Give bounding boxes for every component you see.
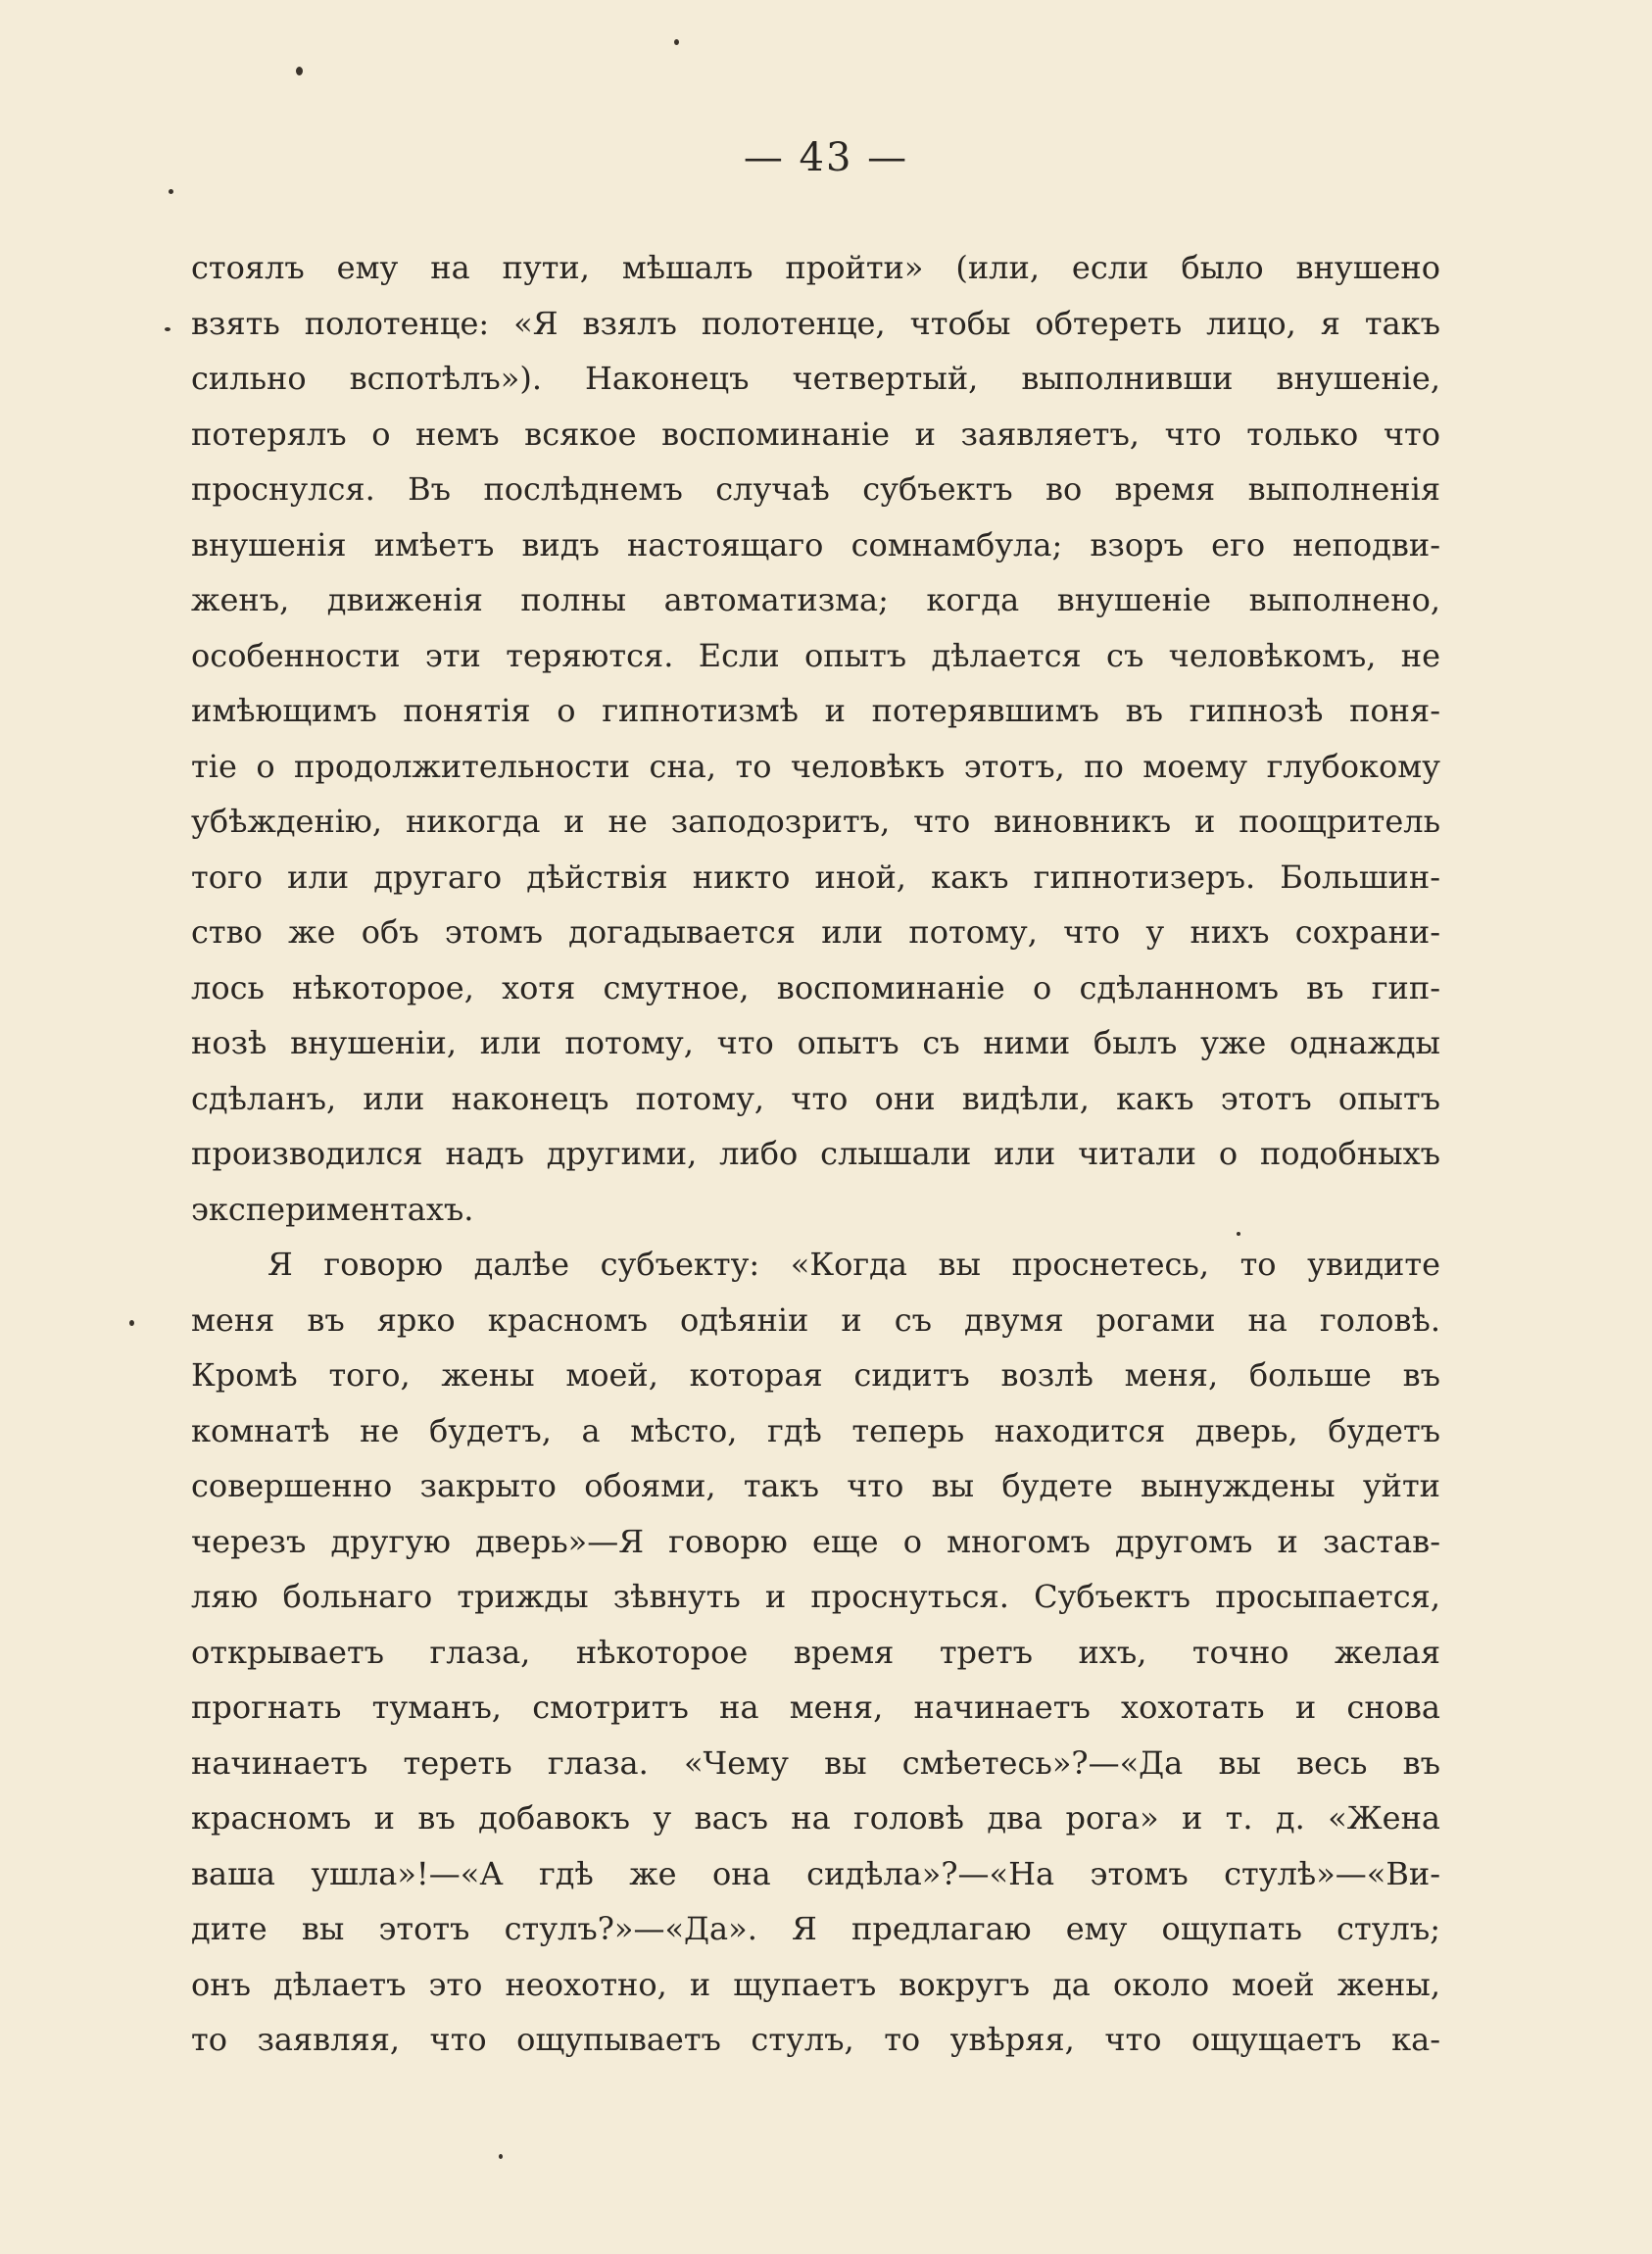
text-line: меня въ ярко красномъ одѣяніи и съ двумя рогами на головѣ. [191, 1300, 1440, 1339]
text-line: внушенія имѣетъ видъ настоящаго сомнамбула; взоръ его неподви- [191, 525, 1440, 564]
text-line: женъ, движенія полны автоматизма; когда внушеніе выполнено, [191, 581, 1440, 618]
text-line: дите вы этотъ стулъ?»—«Да». Я предлагаю ему ощупать стулъ; [191, 1910, 1440, 1947]
text-line: тіе о продолжительности сна, то человѣкъ этотъ, по моему глубокому [191, 747, 1440, 785]
text-line: производился надъ другими, либо слышали или читали о подобныхъ [191, 1135, 1440, 1172]
text-line: того или другаго дѣйствія никто иной, какъ гипнотизеръ. Большин- [191, 858, 1440, 896]
text-line: прогнать туманъ, смотритъ на меня, начинаетъ хохотать и снова [191, 1689, 1440, 1726]
text-line: ство же объ этомъ догадывается или потому, что у нихъ сохрани- [191, 913, 1440, 951]
ink-speck [169, 189, 173, 194]
text-line: сдѣланъ, или наконецъ потому, что они видѣли, какъ этотъ опытъ [191, 1079, 1440, 1117]
ink-speck [1237, 1232, 1240, 1236]
text-line: особенности эти теряются. Если опытъ дѣлается съ человѣкомъ, не [191, 636, 1440, 674]
text-line: ваша ушла»!—«А гдѣ же она сидѣла»?—«На этомъ стулѣ»—«Ви- [191, 1854, 1440, 1892]
text-line: стоялъ ему на пути, мѣшалъ пройти» (или, если было внушено [191, 249, 1440, 286]
text-line: ляю больнаго трижды зѣвнуть и проснуться. Субъектъ просыпается, [191, 1578, 1440, 1615]
text-line: открываетъ глаза, нѣкоторое время третъ ихъ, точно желая [191, 1633, 1440, 1671]
ink-speck [296, 67, 303, 75]
text-line-paragraph-start: Я говорю далѣе субъекту: «Когда вы проснетесь, то увидите [267, 1246, 1440, 1283]
ink-speck [499, 2154, 503, 2159]
text-line: проснулся. Въ послѣднемъ случаѣ субъектъ во время выполненія [191, 470, 1440, 508]
text-line: начинаетъ тереть глаза. «Чему вы смѣетесь»?—«Да вы весь въ [191, 1743, 1440, 1782]
ink-speck [165, 327, 170, 331]
text-line: сильно вспотѣлъ»). Наконецъ четвертый, выполнивши внушеніе, [191, 360, 1440, 397]
page-number: — 43 — [743, 135, 909, 180]
text-line: взять полотенце: «Я взялъ полотенце, чтобы обтереть лицо, я такъ [191, 304, 1440, 342]
text-line: Кромѣ того, жены моей, которая сидитъ возлѣ меня, больше въ [191, 1356, 1440, 1394]
text-line-paragraph-end: экспериментахъ. [191, 1190, 474, 1228]
text-line: нозѣ внушеніи, или потому, что опытъ съ ними былъ уже однажды [191, 1024, 1440, 1061]
text-line: лось нѣкоторое, хотя смутное, воспоминаніе о сдѣланномъ въ гип- [191, 968, 1440, 1006]
text-line: черезъ другую дверь»—Я говорю еще о многомъ другомъ и застав- [191, 1522, 1440, 1560]
text-line: совершенно закрыто обоями, такъ что вы будете вынуждены уйти [191, 1467, 1440, 1504]
text-line: красномъ и въ добавокъ у васъ на головѣ два рога» и т. д. «Жена [191, 1799, 1440, 1837]
text-line: то заявляя, что ощупываетъ стулъ, то увѣряя, что ощущаетъ ка- [191, 2021, 1440, 2058]
text-line: имѣющимъ понятія о гипнотизмѣ и потерявшимъ въ гипнозѣ поня- [191, 692, 1440, 729]
text-line: убѣжденію, никогда и не заподозритъ, что виновникъ и поощритель [191, 803, 1440, 840]
body-text [191, 240, 1440, 2068]
ink-speck [674, 39, 679, 45]
text-line: комнатѣ не будетъ, а мѣсто, гдѣ теперь находится дверь, будетъ [191, 1411, 1440, 1449]
ink-speck [129, 1320, 134, 1326]
text-line: потерялъ о немъ всякое воспоминаніе и заявляетъ, что только что [191, 415, 1440, 453]
text-line: онъ дѣлаетъ это неохотно, и щупаетъ вокругъ да около моей жены, [191, 1965, 1440, 2003]
